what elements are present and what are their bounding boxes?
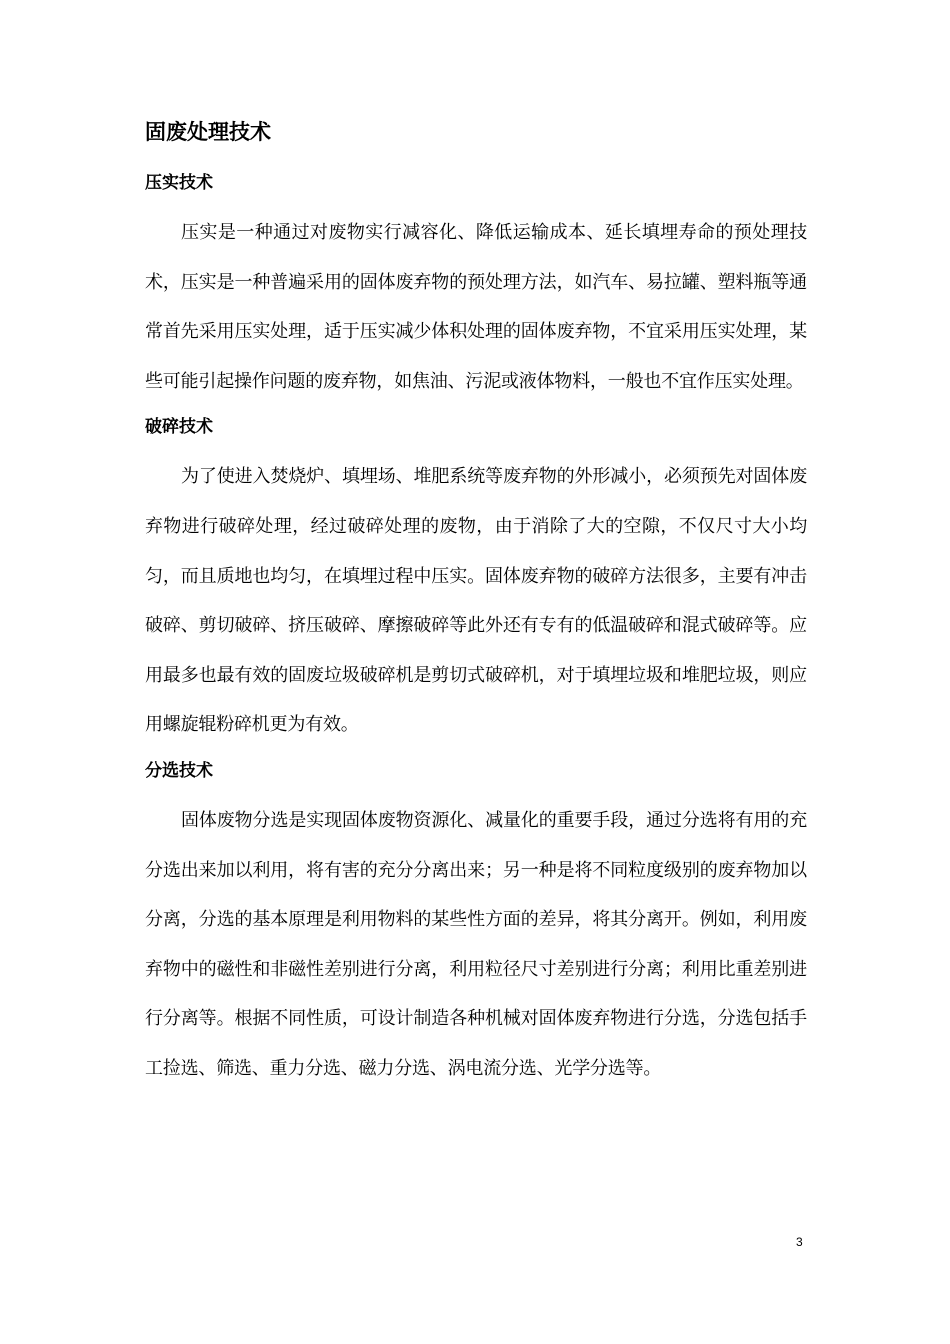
page-content xyxy=(145,114,807,1100)
section-heading-crushing: 破碎技术 xyxy=(145,417,213,438)
section-paragraph-crushing: 为了使进入焚烧炉、填埋场、堆肥系统等废弃物的外形减小，必须预先对固体废弃物进行破碎处理，经过破碎处理的废物，由于消除了大的空隙，不仅尺寸大小均匀，而且质地也均匀，在填埋过程中压实。固体废弃物的破碎方法很多，主要有冲击破碎、剪切破碎、挤压破碎、摩擦破碎等此外还有专有的低温破碎和混式破碎等。应用最多也最有效的固废垃圾破碎机是剪切式破碎机，对于填埋垃圾和堆肥垃圾，则应用螺旋辊粉碎机更为有效。 xyxy=(145,466,807,736)
document-title: 固废处理技术 xyxy=(145,120,271,144)
section-paragraph-sorting: 固体废物分选是实现固体废物资源化、减量化的重要手段，通过分选将有用的充分选出来加以利用，将有害的充分分离出来；另一种是将不同粒度级别的废弃物加以分离，分选的基本原理是利用物料的某些性方面的差异，将其分离开。例如，利用废弃物中的磁性和非磁性差别进行分离，利用粒径尺寸差别进行分离；利用比重差别进行分离等。根据不同性质，可设计制造各种机械对固体废弃物进行分选，分选包括手工捡选、筛选、重力分选、磁力分选、涡电流分选、光学分选等。 xyxy=(145,809,807,1079)
page-number: 3 xyxy=(796,1235,803,1249)
section-heading-sorting: 分选技术 xyxy=(145,760,213,781)
section-heading-compaction: 压实技术 xyxy=(145,173,213,193)
section-paragraph-compaction: 压实是一种通过对废物实行减容化、降低运输成本、延长填埋寿命的预处理技术，压实是一种普遍采用的固体废弃物的预处理方法，如汽车、易拉罐、塑料瓶等通常首先采用压实处理，适于压实减少体积处理的固体废弃物，不宜采用压实处理，某些可能引起操作问题的废弃物，如焦油、污泥或液体物料，一般也不宜作压实处理。 xyxy=(145,222,807,392)
